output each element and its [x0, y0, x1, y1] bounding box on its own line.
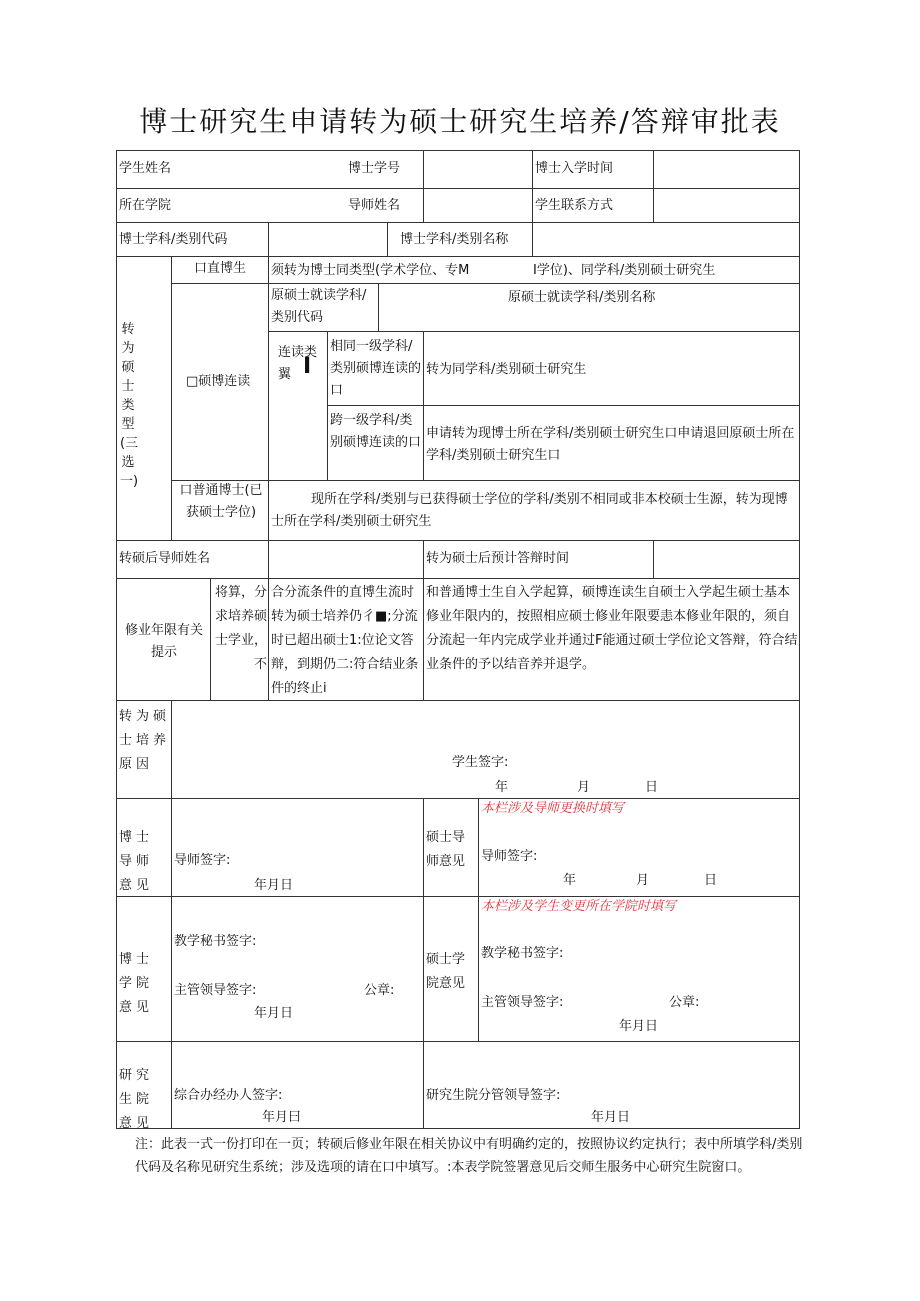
label-college: 所在学院 — [119, 198, 172, 213]
label-new-advisor: 转硕后导师姓名 — [119, 551, 211, 566]
ms-college-leader-sign: 主管领导签字: — [481, 995, 564, 1010]
ms-college-note: 本栏涉及学生变更所在学院时填写 — [481, 899, 677, 914]
grad-leader-date: 年月日 — [591, 1110, 631, 1125]
label-phd-subject-code: 博士学科/类别代码 — [119, 232, 228, 247]
ms-advisor-day: 日 — [704, 873, 718, 888]
ms-advisor-year: 年 — [563, 873, 577, 888]
phd-advisor-sign: 导师签字: — [174, 853, 231, 868]
label-phd-subject-name: 博士学科/类别名称 — [400, 232, 509, 247]
tips-col-2: 合分流条件的直博生流时转为硕士培养仍彳■;分流时已超出硕士1:位论文答辩，到期仍二:符合结业条件的终止i — [271, 585, 419, 696]
label-reason: 转为硕士培养原因 — [119, 709, 171, 772]
option-ms-phd-combined[interactable]: □硕博连读 — [186, 374, 251, 389]
phd-advisor-date: 年月日 — [254, 878, 294, 893]
label-contact: 学生联系方式 — [535, 198, 614, 213]
label-duration-tips: 修业年限有关提示 — [124, 623, 203, 660]
cross-discipline-text: 申请转为现博士所在学科/类别硕士研究生口申请退回原硕士所在学科/类别硕士研究生口 — [426, 426, 795, 463]
option-same-discipline[interactable]: 相同一级学科/类别硕博连读的口 — [330, 339, 422, 398]
ms-advisor-month: 月 — [636, 873, 650, 888]
label-orig-ms-name: 原硕士就读学科/类别名称 — [508, 290, 656, 305]
phd-college-seal: 公章: — [364, 983, 395, 998]
grad-leader-sign: 研究生院分管领导签字: — [426, 1088, 561, 1103]
label-combined-type: 连读类翼 — [278, 345, 318, 382]
tips-col-3: 和普通博士生自入学起算，硕博连读生自硕士入学起生硕士基本修业年限内的，按照相应硕士修业年限要恚本修业年限的，须自分流起一年内完成学业并通过F能通过硕士学位论文答辩，符合结业条件的予以结音养并退学。 — [426, 585, 798, 672]
same-discipline-text: 转为同学科/类别硕士研究生 — [426, 362, 587, 377]
grad-handler-date: 年月曰 — [262, 1110, 302, 1125]
label-student-name: 学生姓名 — [119, 161, 172, 176]
option-cross-discipline[interactable]: 跨一级学科/类别硕博连读的口 — [330, 413, 422, 450]
combined-type-bar: I — [303, 354, 312, 379]
phd-college-leader-sign: 主管领导签字: — [174, 983, 257, 998]
reason-month: 月 — [577, 780, 591, 795]
ms-college-date: 年月日 — [619, 1019, 659, 1034]
ms-advisor-note: 本栏涉及导师更换时填写 — [481, 801, 625, 816]
regular-phd-text: 现所在学科/类别与已获得硕士学位的学科/类别不相同或非本校硕士生源，转为现博士所在学科/类别硕士研究生 — [271, 492, 788, 529]
tips-col-1: 将算，分求培养硕士学业，不 — [214, 585, 267, 672]
reason-year: 年 — [495, 780, 509, 795]
reason-day: 日 — [645, 780, 659, 795]
label-phd-advisor-opinion: 博士导师意见 — [119, 830, 154, 893]
label-advisor-name: 导师姓名 — [348, 198, 401, 213]
ms-college-secretary-sign: 教学秘书签字: — [481, 946, 564, 961]
phd-college-secretary-sign: 教学秘书签字: — [174, 934, 257, 949]
label-phd-id: 博士学号 — [348, 161, 401, 176]
ms-advisor-sign: 导师签字: — [481, 849, 538, 864]
footnote: 注：此表一式一份打印在一页；转硕后修业年限在相关协议中有明确约定的，按照协议约定执行；表中所填学科/类别代码及名称见研究生系统；涉及选项的请在口中填写。:本表学院签署意见后交师生服务中心研究生院窗口。 — [135, 1137, 803, 1175]
form-title: 博士研究生申请转为硕士研究生培养/答辩审批表 — [139, 105, 781, 138]
label-phd-enroll-time: 博士入学时间 — [535, 161, 614, 176]
ms-college-seal: 公章: — [669, 995, 700, 1010]
phd-college-date: 年月日 — [254, 1006, 294, 1021]
option-regular-phd[interactable]: 口普通博士(已获硕士学位) — [179, 483, 263, 520]
option-direct-phd[interactable]: 口直博生 — [194, 261, 247, 276]
direct-phd-text-a: 须转为博士同类型(学术学位、专M — [271, 263, 470, 278]
label-student-sign: 学生签字: — [452, 755, 509, 770]
grad-handler-sign: 综合办经办人签字: — [174, 1088, 283, 1103]
label-ms-college-opinion: 硕士学院意见 — [426, 952, 466, 991]
label-ms-advisor-opinion: 硕士导师意见 — [426, 830, 466, 869]
label-expected-defense-time: 转为硕士后预计答辩时间 — [426, 551, 570, 566]
label-grad-school-opinion: 研究生院意见 — [119, 1068, 154, 1131]
label-orig-ms-code: 原硕士就读学科/类别代码 — [271, 288, 367, 325]
direct-phd-text-b: I学位)、同学科/类别硕士研究生 — [533, 263, 716, 278]
label-phd-college-opinion: 博士学院意见 — [119, 952, 154, 1015]
label-conversion-type: 转为硕士类型(三选一) — [120, 322, 139, 489]
